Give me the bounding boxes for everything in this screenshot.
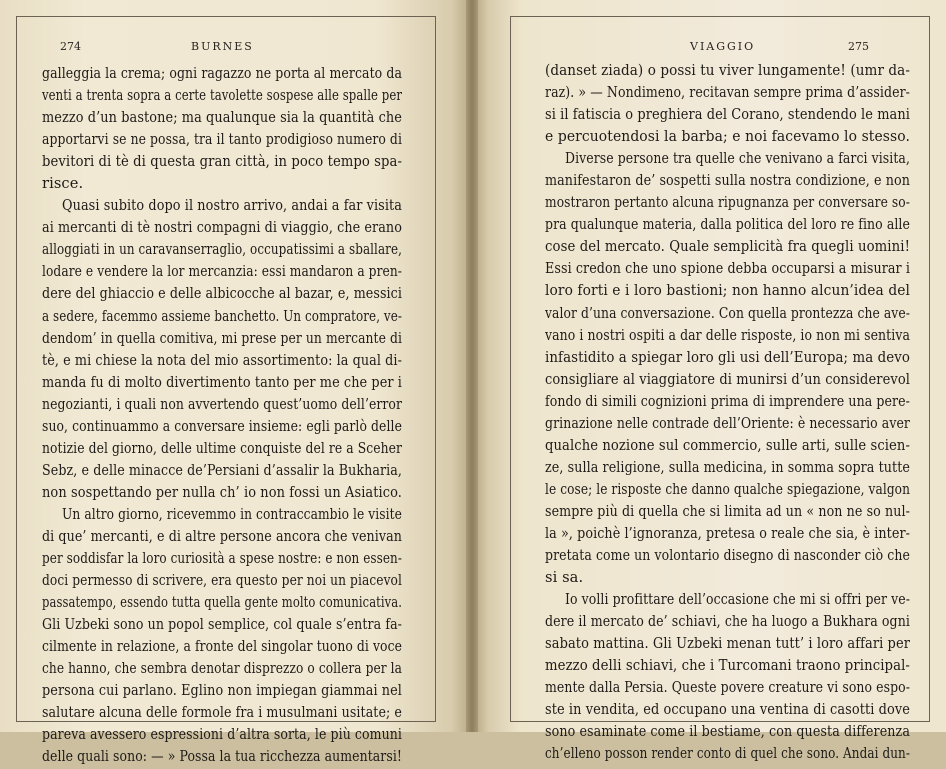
text-line: raz). » — Nondimeno, recitavan sempre prima d’assider- bbox=[545, 84, 910, 102]
text-line: Quasi subito dopo il nostro arrivo, andai a far visita bbox=[62, 197, 402, 215]
text-line: grinazione nelle contrade dell’Oriente: è necessario aver bbox=[545, 414, 910, 432]
text-line: Un altro giorno, ricevemmo in contraccambio le visite bbox=[62, 505, 402, 523]
text-line: dendom’ in quella comitiva, mi prese per un mercante di bbox=[42, 329, 402, 347]
text-line: mezzo delli schiavi, che i Turcomani traono principal- bbox=[545, 657, 910, 675]
text-line: valor d’una conversazione. Con quella prontezza che ave- bbox=[545, 304, 910, 322]
text-line: le cose; le risposte che danno qualche spiegazione, valgon bbox=[545, 480, 910, 498]
text-line: sempre più di quella che si limita ad un « non ne so nul- bbox=[545, 502, 910, 520]
text-line: alloggiati in un caravanserraglio, occupatissimi a sballare, bbox=[42, 241, 402, 259]
text-line: pretata come un volontario disegno di nasconder ciò che bbox=[545, 547, 910, 565]
text-line: manifestaron de’ sospetti sulla nostra condizione, e non bbox=[545, 172, 910, 190]
left-page-text bbox=[42, 63, 402, 769]
text-line: Gli Uzbeki sono un popol semplice, col quale s’entra fa- bbox=[42, 616, 402, 634]
text-line: Io volli profittare dell’occasione che mi si offri per ve- bbox=[565, 591, 910, 609]
text-line: sono esaminate come il bestiame, con questa differenza bbox=[545, 723, 910, 741]
text-line: a sedere, facemmo assieme banchetto. Un compratore, ve- bbox=[42, 307, 402, 325]
text-line: consigliare al viaggiatore di munirsi d’un considerevol bbox=[545, 370, 910, 388]
text-line: si il fatiscia o preghiera del Corano, stendendo le mani bbox=[545, 106, 910, 124]
right-running-head: VIAGGIO bbox=[690, 40, 756, 53]
text-line: ch’elleno posson render conto di quel che sono. Andai dun- bbox=[545, 745, 910, 763]
text-line: tè, e mi chiese la nota del mio assortimento: la qual di- bbox=[42, 351, 402, 369]
text-line: manda fu di molto divertimento tanto per me che per i bbox=[42, 373, 402, 391]
right-page-text bbox=[545, 60, 910, 766]
text-line: salutare alcuna delle formole fra i musulmani usitate; e bbox=[42, 704, 402, 722]
text-line: si sa. bbox=[545, 569, 584, 587]
text-line: loro forti e i loro bastioni; non hanno alcun’idea del bbox=[545, 282, 910, 300]
text-line: sabato mattina. Gli Uzbeki menan tutt’ i loro affari per bbox=[545, 635, 910, 653]
text-line: pareva avessero espressioni d’altra sorta, le più comuni bbox=[42, 726, 402, 744]
text-line: non sospettando per nulla ch’ io non fossi un Asiatico. bbox=[42, 483, 402, 501]
text-line: (danset ziada) o possi tu viver lungamente! (umr da- bbox=[545, 62, 910, 79]
text-line: dere del ghiaccio e delle albicocche al bazar, e, messici bbox=[42, 285, 402, 303]
text-line: Diverse persone tra quelle che venivano a farci visita, bbox=[565, 150, 910, 168]
text-line: negozianti, i quali non avvertendo quest’uomo dell’error bbox=[42, 395, 402, 413]
text-line: per soddisfar la loro curiosità a spese nostre: e non essen- bbox=[42, 550, 402, 568]
text-line: cose del mercato. Quale semplicità fra quegli uomini! bbox=[545, 238, 910, 256]
text-line: risce. bbox=[42, 175, 84, 193]
text-line: di que’ mercanti, e di altre persone ancora che venivan bbox=[42, 527, 402, 545]
text-line: la », poichè l’ignoranza, pretesa o reale che sia, è inter- bbox=[545, 524, 910, 542]
text-line: delle quali sono: — » Possa la tua ricchezza aumentarsi! bbox=[42, 748, 402, 766]
text-line: persona cui parlano. Eglino non impiegan giammai nel bbox=[42, 682, 402, 700]
text-line: e percuotendosi la barba; e noi facevamo lo stesso. bbox=[545, 128, 910, 146]
text-line: fondo di simili cognizioni prima di imprendere una pere- bbox=[545, 392, 910, 410]
text-line: galleggia la crema; ogni ragazzo ne porta al mercato da bbox=[42, 65, 402, 82]
right-page-number: 275 bbox=[848, 40, 869, 53]
text-line: passatempo, essendo tutta quella gente molto comunicativa. bbox=[42, 594, 402, 612]
text-line: mostraron pertanto alcuna ripugnanza per conversare so- bbox=[545, 194, 910, 212]
text-line: Essi credon che uno spione debba occuparsi a misurar i bbox=[545, 260, 910, 278]
text-line: mezzo d’un bastone; ma qualunque sia la quantità che bbox=[42, 109, 402, 127]
text-line: infastidito a spiegar loro gli usi dell’Europa; ma devo bbox=[545, 348, 910, 366]
text-line: notizie del giorno, delle ultime conquiste del re a Sceher bbox=[42, 439, 402, 457]
text-line: bevitori di tè di questa gran città, in poco tempo spa- bbox=[42, 153, 402, 171]
text-line: mente dalla Persia. Queste povere creature vi sono espo- bbox=[545, 679, 910, 697]
text-line: che hanno, che sembra denotar disprezzo o collera per la bbox=[42, 660, 402, 678]
text-line: pra qualunque materia, dalla politica del loro re fino alle bbox=[545, 216, 910, 234]
text-line: dere il mercato de’ schiavi, che ha luogo a Bukhara ogni bbox=[545, 613, 910, 631]
text-line: Sebz, e delle minacce de’Persiani d’assalir la Bukharia, bbox=[42, 461, 402, 479]
text-line: vano i nostri ospiti a dar delle risposte, io non mi sentiva bbox=[545, 326, 910, 344]
text-line: cilmente in relazione, a fronte del singolar tuono di voce bbox=[42, 638, 402, 656]
text-line: suo, continuammo a conversare insieme: egli parlò delle bbox=[42, 417, 402, 435]
book-gutter bbox=[466, 0, 478, 732]
text-line: apportarvi se ne possa, tra il tanto prodigioso numero di bbox=[42, 131, 402, 149]
text-line: doci permesso di scrivere, era questo per noi un piacevol bbox=[42, 572, 402, 590]
text-line: ai mercanti di tè nostri compagni di viaggio, che erano bbox=[42, 219, 402, 237]
left-page-number: 274 bbox=[60, 40, 81, 53]
text-line: qualche nozione sul commercio, sulle arti, sulle scien- bbox=[545, 436, 910, 454]
text-line: venti a trenta sopra a certe tavolette sospese alle spalle per bbox=[42, 87, 402, 105]
text-line: ste in vendita, ed occupano una ventina di casotti dove bbox=[545, 701, 910, 719]
left-running-head: BURNES bbox=[191, 40, 254, 53]
text-line: lodare e vendere la lor mercanzia: essi mandaron a pren- bbox=[42, 263, 402, 281]
text-line: ze, sulla religione, sulla medicina, in somma sopra tutte bbox=[545, 458, 910, 476]
